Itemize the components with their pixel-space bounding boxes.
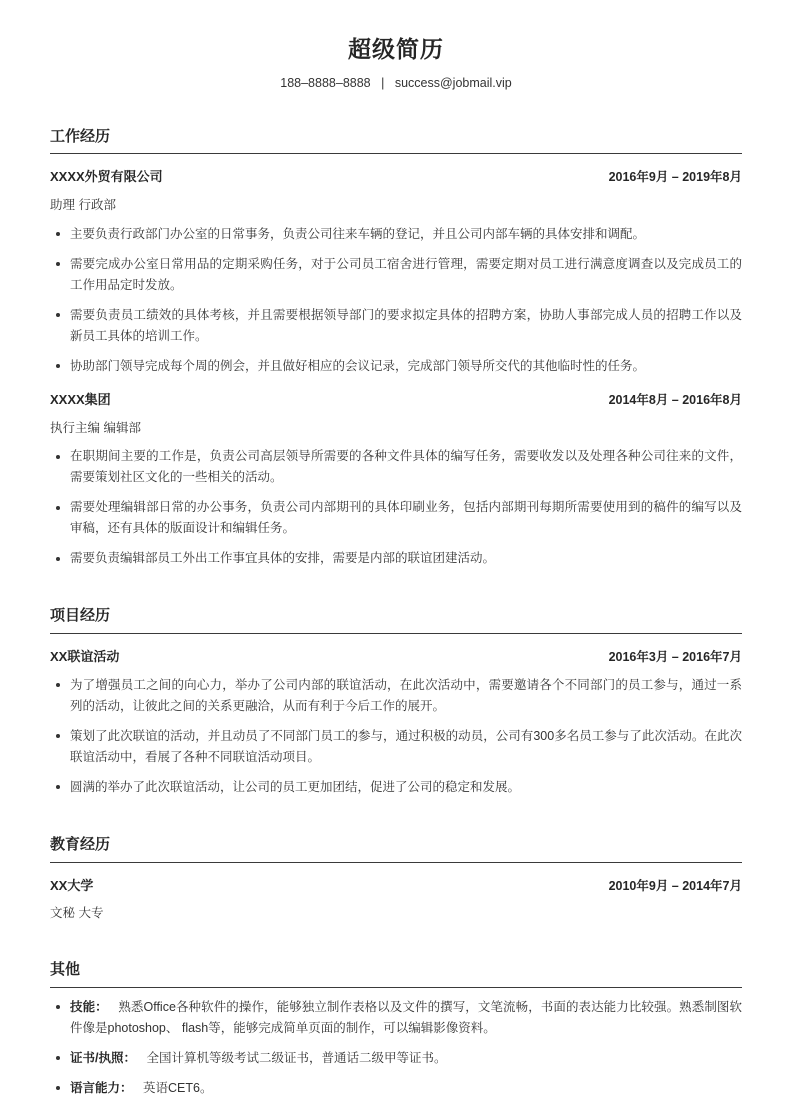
resume-title: 超级简历	[348, 36, 444, 62]
other-bullet	[50, 997, 742, 1039]
job-bullet	[50, 446, 742, 488]
bullet-dot-icon	[56, 1056, 60, 1060]
work-entry-header	[50, 169, 742, 186]
job-role: 执行主编 编辑部	[50, 420, 141, 435]
section-other	[50, 961, 742, 1099]
other-item-label: 证书/执照：	[70, 1050, 136, 1065]
section-work-experience	[50, 128, 742, 570]
other-item-label: 技能：	[70, 999, 108, 1014]
education-entry-header	[50, 878, 742, 895]
job-bullet	[50, 356, 742, 377]
project-section-heading: 项目经历	[50, 607, 742, 634]
project-bullet	[50, 777, 742, 798]
other-section-heading: 其他	[50, 961, 742, 988]
bullet-dot-icon	[56, 1005, 60, 1009]
job-bullet-text: 需要处理编辑部日常的办公事务，负责公司内部期刊的具体印刷业务，包括内部期刊每期所需要使用到的稿件的编写以及审稿，还有具体的版面设计和编辑任务。	[70, 500, 742, 536]
school-name: XX大学	[50, 877, 94, 893]
bullet-dot-icon	[56, 313, 60, 317]
job-bullet-text: 协助部门领导完成每个周的例会，并且做好相应的会议记录，完成部门领导所交代的其他临时性的任务。	[70, 358, 646, 373]
bullet-dot-icon	[56, 262, 60, 266]
job-role: 助理 行政部	[50, 198, 116, 213]
other-item-label: 语言能力：	[70, 1080, 133, 1095]
job-bullet	[50, 548, 742, 569]
job-bullet-text: 需要负责编辑部员工外出工作事宜具体的安排，需要是内部的联谊团建活动。	[70, 551, 496, 566]
company-name: XXXX外贸有限公司	[50, 169, 163, 185]
project-name: XX联谊活动	[50, 648, 120, 664]
section-education	[50, 836, 742, 923]
job-bullet	[50, 305, 742, 347]
bullet-dot-icon	[56, 455, 60, 459]
education-dates: 2010年9月 – 2014年7月	[608, 878, 742, 893]
employment-dates: 2014年8月 – 2016年8月	[608, 392, 742, 407]
job-bullet-list	[50, 224, 742, 377]
other-bullet	[50, 1078, 742, 1099]
other-bullet	[50, 1048, 742, 1069]
project-entry-header	[50, 649, 742, 666]
phone-number: 188–8888–8888	[280, 75, 371, 90]
section-project-experience	[50, 607, 742, 798]
work-entry-header	[50, 392, 742, 409]
other-item-text: 熟悉Office各种软件的操作，能够独立制作表格以及文件的撰写，文笔流畅，书面的表达能力比较强。熟悉制图软件像是photoshop、 flash等，能够完成简单页面的制作，可以编辑影像资料。	[70, 999, 742, 1035]
work-section-heading: 工作经历	[50, 128, 742, 155]
contact-line	[50, 76, 742, 90]
other-item-text: 英语CET6。	[143, 1080, 213, 1095]
degree-major: 文秘 大专	[50, 906, 104, 921]
job-bullet	[50, 224, 742, 245]
project-bullet-list	[50, 675, 742, 798]
bullet-dot-icon	[56, 1086, 60, 1090]
job-bullet	[50, 497, 742, 539]
bullet-dot-icon	[56, 557, 60, 561]
company-name: XXXX集团	[50, 391, 111, 407]
education-section-heading: 教育经历	[50, 836, 742, 863]
project-bullet-text: 圆满的举办了此次联谊活动，让公司的员工更加团结，促进了公司的稳定和发展。	[70, 779, 521, 794]
job-bullet-text: 需要完成办公室日常用品的定期采购任务，对于公司员工宿舍进行管理，需要定期对员工进行满意度调查以及完成员工的工作用品定时发放。	[70, 256, 742, 292]
project-bullet	[50, 726, 742, 768]
project-bullet-text: 为了增强员工之间的向心力，举办了公司内部的联谊活动，在此次活动中，需要邀请各个不同部门的员工参与，通过一系列的活动，让彼此之间的关系更融洽，从而有利于今后工作的展开。	[70, 677, 742, 713]
job-bullet-text: 需要负责员工绩效的具体考核，并且需要根据领导部门的要求拟定具体的招聘方案，协助人事部完成人员的招聘工作以及新员工具体的培训工作。	[70, 307, 742, 343]
job-bullet	[50, 254, 742, 296]
job-bullet-text: 在职期间主要的工作是，负责公司高层领导所需要的各种文件具体的编写任务，需要收发以及处理各种公司往来的文件，需要策划社区文化的一些相关的活动。	[70, 449, 742, 485]
other-item-text: 全国计算机等级考试二级证书，普通话二级甲等证书。	[146, 1050, 447, 1065]
contact-separator: |	[381, 75, 385, 90]
email-address: success@jobmail.vip	[394, 75, 512, 90]
bullet-dot-icon	[56, 506, 60, 510]
job-bullet-text: 主要负责行政部门办公室的日常事务，负责公司往来车辆的登记，并且公司内部车辆的具体安排和调配。	[70, 226, 646, 241]
bullet-dot-icon	[56, 785, 60, 789]
project-dates: 2016年3月 – 2016年7月	[608, 649, 742, 664]
bullet-dot-icon	[56, 734, 60, 738]
other-bullet-list	[50, 997, 742, 1099]
bullet-dot-icon	[56, 364, 60, 368]
bullet-dot-icon	[56, 232, 60, 236]
project-bullet	[50, 675, 742, 717]
bullet-dot-icon	[56, 683, 60, 687]
job-bullet-list	[50, 446, 742, 569]
project-bullet-text: 策划了此次联谊的活动，并且动员了不同部门员工的参与，通过积极的动员，公司有300多名员工参与了此次活动。在此次联谊活动中，看展了各种不同联谊活动项目。	[70, 728, 742, 764]
employment-dates: 2016年9月 – 2019年8月	[608, 170, 742, 185]
